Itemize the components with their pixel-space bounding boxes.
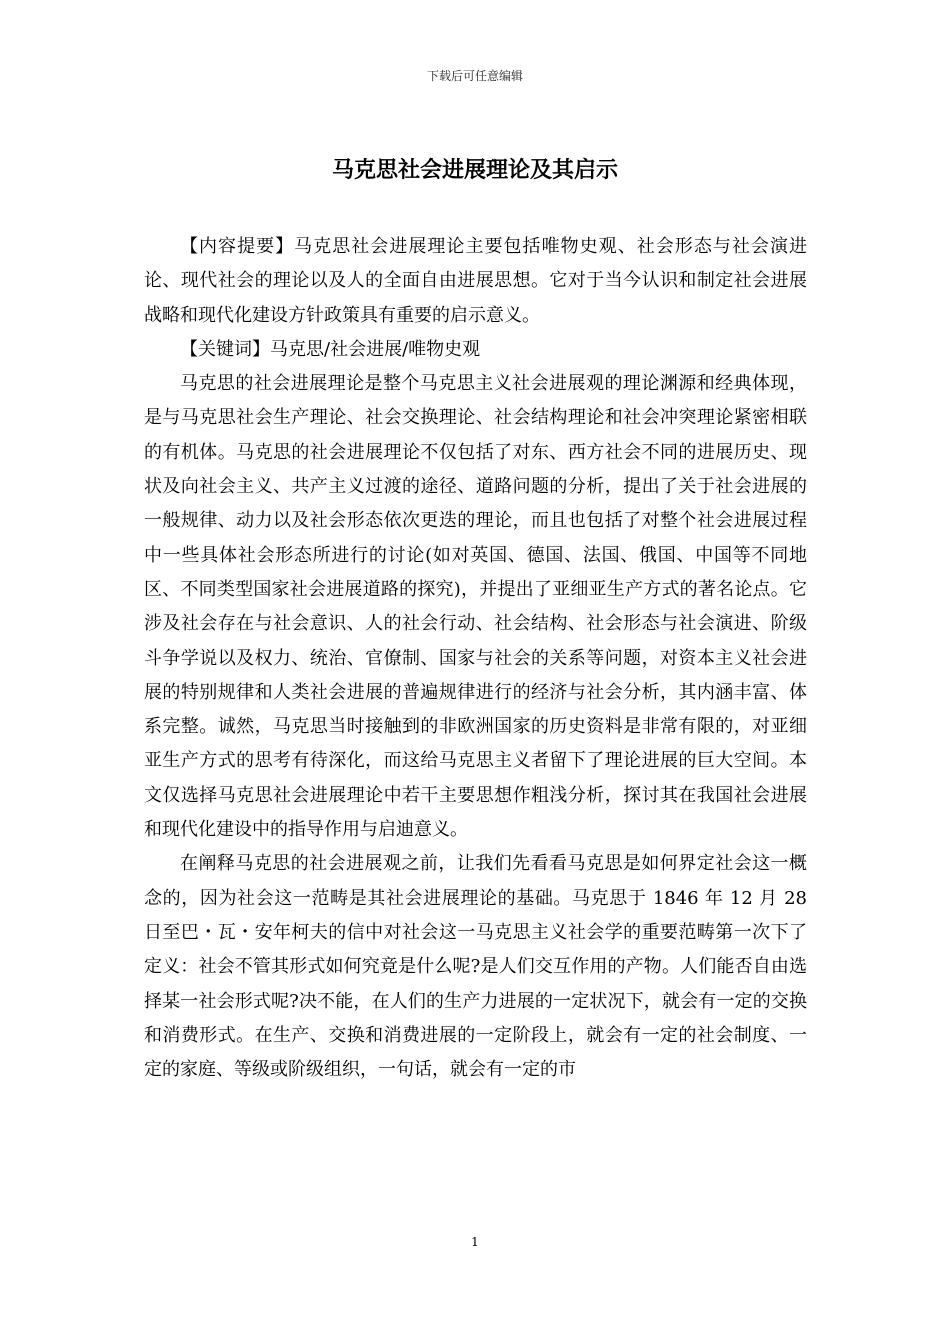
keywords-paragraph: 【关键词】马克思/社会进展/唯物史观: [180, 338, 481, 360]
body-paragraph-2: 在阐释马克思的社会进展观之前，让我们先看看马克思是如何界定社会这一概念的，因为社会这一范畴是其社会进展理论的基础。马克思于 1846 年 12 月 28 日至巴・瓦・安年柯夫的信中对社会这一马克思主义社会学的重要范畴第一次下了定义：社会不管其形式如何究竟是什么呢?是人们交互作用的产物。人们能否自由选择某一社会形式呢?决不能，在人们的生产力进展的一定状况下，就会有一定的交换和消费形式。在生产、交换和消费进展的一定阶段上，就会有一定的社会制度、一定的家庭、等级或阶级组织，一句话，就会有一定的市: [144, 853, 807, 1081]
body-paragraph-1: 马克思的社会进展理论是整个马克思主义社会进展观的理论渊源和经典体现，是与马克思社会生产理论、社会交换理论、社会结构理论和社会冲突理论紧密相联的有机体。马克思的社会进展理论不仅包括了对东、西方社会不同的进展历史、现状及向社会主义、共产主义过渡的途径、道路问题的分析，提出了关于社会进展的一般规律、动力以及社会形态依次更迭的理论，而且也包括了对整个社会进展过程中一些具体社会形态所进行的讨论(如对英国、德国、法国、俄国、中国等不同地区、不同类型国家社会进展道路的探究)，并提出了亚细亚生产方式的著名论点。它涉及社会存在与社会意识、人的社会行动、社会结构、社会形态与社会演进、阶级斗争学说以及权力、统治、官僚制、国家与社会的关系等问题，对资本主义社会进展的特别规律和人类社会进展的普遍规律进行的经济与社会分析，其内涵丰富、体系完整。诚然，马克思当时接触到的非欧洲国家的历史资料是非常有限的，对亚细亚生产方式的思考有待深化，而这给马克思主义者留下了理论进展的巨大空间。本文仅选择马克思社会进展理论中若干主要思想作粗浅分析，探讨其在我国社会进展和现代化建设中的指导作用与启迪意义。: [144, 373, 807, 841]
page-number: 1: [471, 1235, 479, 1249]
document-title: 马克思社会进展理论及其启示: [331, 158, 618, 183]
abstract-paragraph: 【内容提要】马克思社会进展理论主要包括唯物史观、社会形态与社会演进论、现代社会的理论以及人的全面自由进展思想。它对于当今认识和制定社会进展战略和现代化建设方针政策具有重要的启示意义。: [144, 236, 807, 326]
header-note: 下载后可任意编辑: [426, 69, 523, 83]
document-body: [144, 230, 807, 1087]
